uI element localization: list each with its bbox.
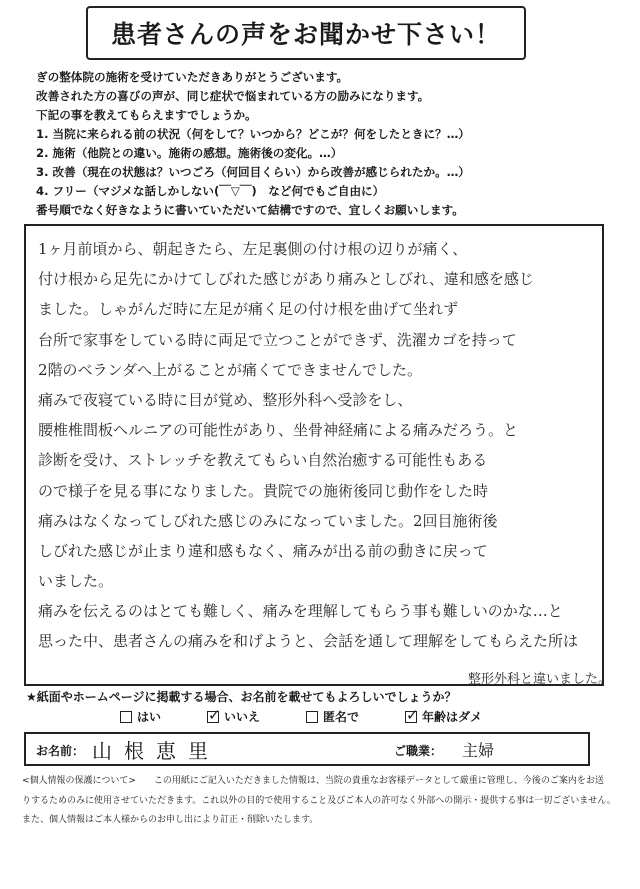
option-label: はい: [137, 710, 162, 724]
privacy-line: りするためのみに使用させていただきます。これ以外の目的で使用すること及びご本人の許可なく外部への開示・提供する事は一切ございません。: [22, 795, 616, 806]
intro-line: 1. 当院に来られる前の状況（何をして？いつから？どこが？何をしたときに？…）: [36, 127, 470, 141]
option-no-age[interactable]: [405, 708, 482, 725]
testimonial-line: いました。: [38, 572, 114, 591]
intro-line: 2. 施術（他院との違い。施術の感想。施術後の変化。…）: [36, 146, 343, 160]
privacy-line: <個人情報の保護について> この用紙にご記入いただきました情報は、当院の貴重なお客様データとして厳重に管理し、今後のご案内をお送: [22, 776, 604, 786]
testimonial-line: 1ヶ月前頃から、朝起きたら、左足裏側の付け根の辺りが痛く、: [38, 240, 468, 258]
testimonial-line: しびれた感じが止まり違和感もなく、痛みが出る前の動きに戻って: [38, 541, 488, 560]
intro-line: ぎの整体院の施術を受けていただきありがとうございます。: [36, 70, 349, 84]
testimonial-line: 腰椎椎間板ヘルニアの可能性があり、坐骨神経痛による痛みだろう。と: [38, 421, 519, 440]
occupation-value: 主婦: [462, 741, 495, 760]
checkbox[interactable]: [405, 711, 417, 723]
intro-line: 下記の事を教えてもらえますでしょうか。: [36, 108, 257, 122]
consent-options: [120, 708, 528, 725]
privacy-notice: [22, 772, 622, 831]
intro-text: [36, 68, 636, 220]
option-label: いいえ: [224, 710, 261, 724]
option-anonymous[interactable]: [306, 708, 359, 725]
testimonial-line: 思った中、患者さんの痛みを和げようと、会話を通して理解をしてもらえた所は: [38, 632, 579, 651]
intro-line: 番号順でなく好きなように書いていただいて結構ですので、宜しくお願いします。: [36, 203, 464, 217]
testimonial-text: [38, 234, 612, 687]
name-value: 山根恵里: [92, 739, 220, 763]
privacy-line: また、個人情報はご本人様からのお申し出により訂正・削除いたします。: [22, 815, 319, 825]
testimonial-line: 痛みで夜寝ている時に目が覚め、整形外科へ受診をし、: [38, 390, 413, 409]
option-yes[interactable]: [120, 708, 161, 725]
testimonial-line: 2階のベランダへ上がることが痛くてできませんでした。: [38, 360, 422, 379]
testimonial-line: 痛みはなくなってしびれた感じのみになっていました。2回目施術後: [38, 511, 498, 530]
testimonial-line: ました。しゃがんだ時に左足が痛く足の付け根を曲げて坐れず: [38, 300, 459, 319]
testimonial-line: 診断を受け、ストレッチを教えてもらい自然治癒する可能性もある: [38, 451, 488, 470]
intro-line: 3. 改善（現在の状態は？いつごろ（何回目くらい）から改善が感じられたか。…）: [36, 165, 470, 179]
option-no[interactable]: [207, 708, 260, 725]
testimonial-line: 台所で家事をしている時に両足で立つことができず、洗濯カゴを持って: [38, 330, 517, 349]
intro-line: 改善された方の喜びの声が、同じ症状で悩まれている方の励みになります。: [36, 89, 430, 103]
page-title: 患者さんの声をお聞かせ下さい！: [110, 20, 501, 49]
testimonial-note: 整形外科と違いました。: [468, 672, 612, 687]
checkbox[interactable]: [207, 711, 219, 723]
intro-line: 4. フリー（マジメな話しかしない(￣▽￣) など何でもご自由に）: [36, 184, 385, 198]
checkbox[interactable]: [120, 711, 132, 723]
title-box: [86, 6, 526, 60]
option-label: 匿名で: [323, 710, 360, 724]
testimonial-line: 痛みを伝えるのはとても難しく、痛みを理解してもらう事も難しいのかな…と: [38, 602, 563, 621]
name-label: お名前：: [36, 744, 85, 758]
testimonial-line: ので様子を見る事になりました。貴院での施術後同じ動作をした時: [38, 481, 489, 500]
checkbox[interactable]: [306, 711, 318, 723]
occupation-label: ご職業：: [394, 744, 443, 758]
option-label: 年齢はダメ: [422, 710, 483, 724]
testimonial-line: 付け根から足先にかけてしびれた感じがあり痛みとしびれ、違和感を感じ: [38, 270, 534, 289]
consent-question: ★紙面やホームページに掲載する場合、お名前を載せてもよろしいでしょうか？: [26, 690, 457, 704]
